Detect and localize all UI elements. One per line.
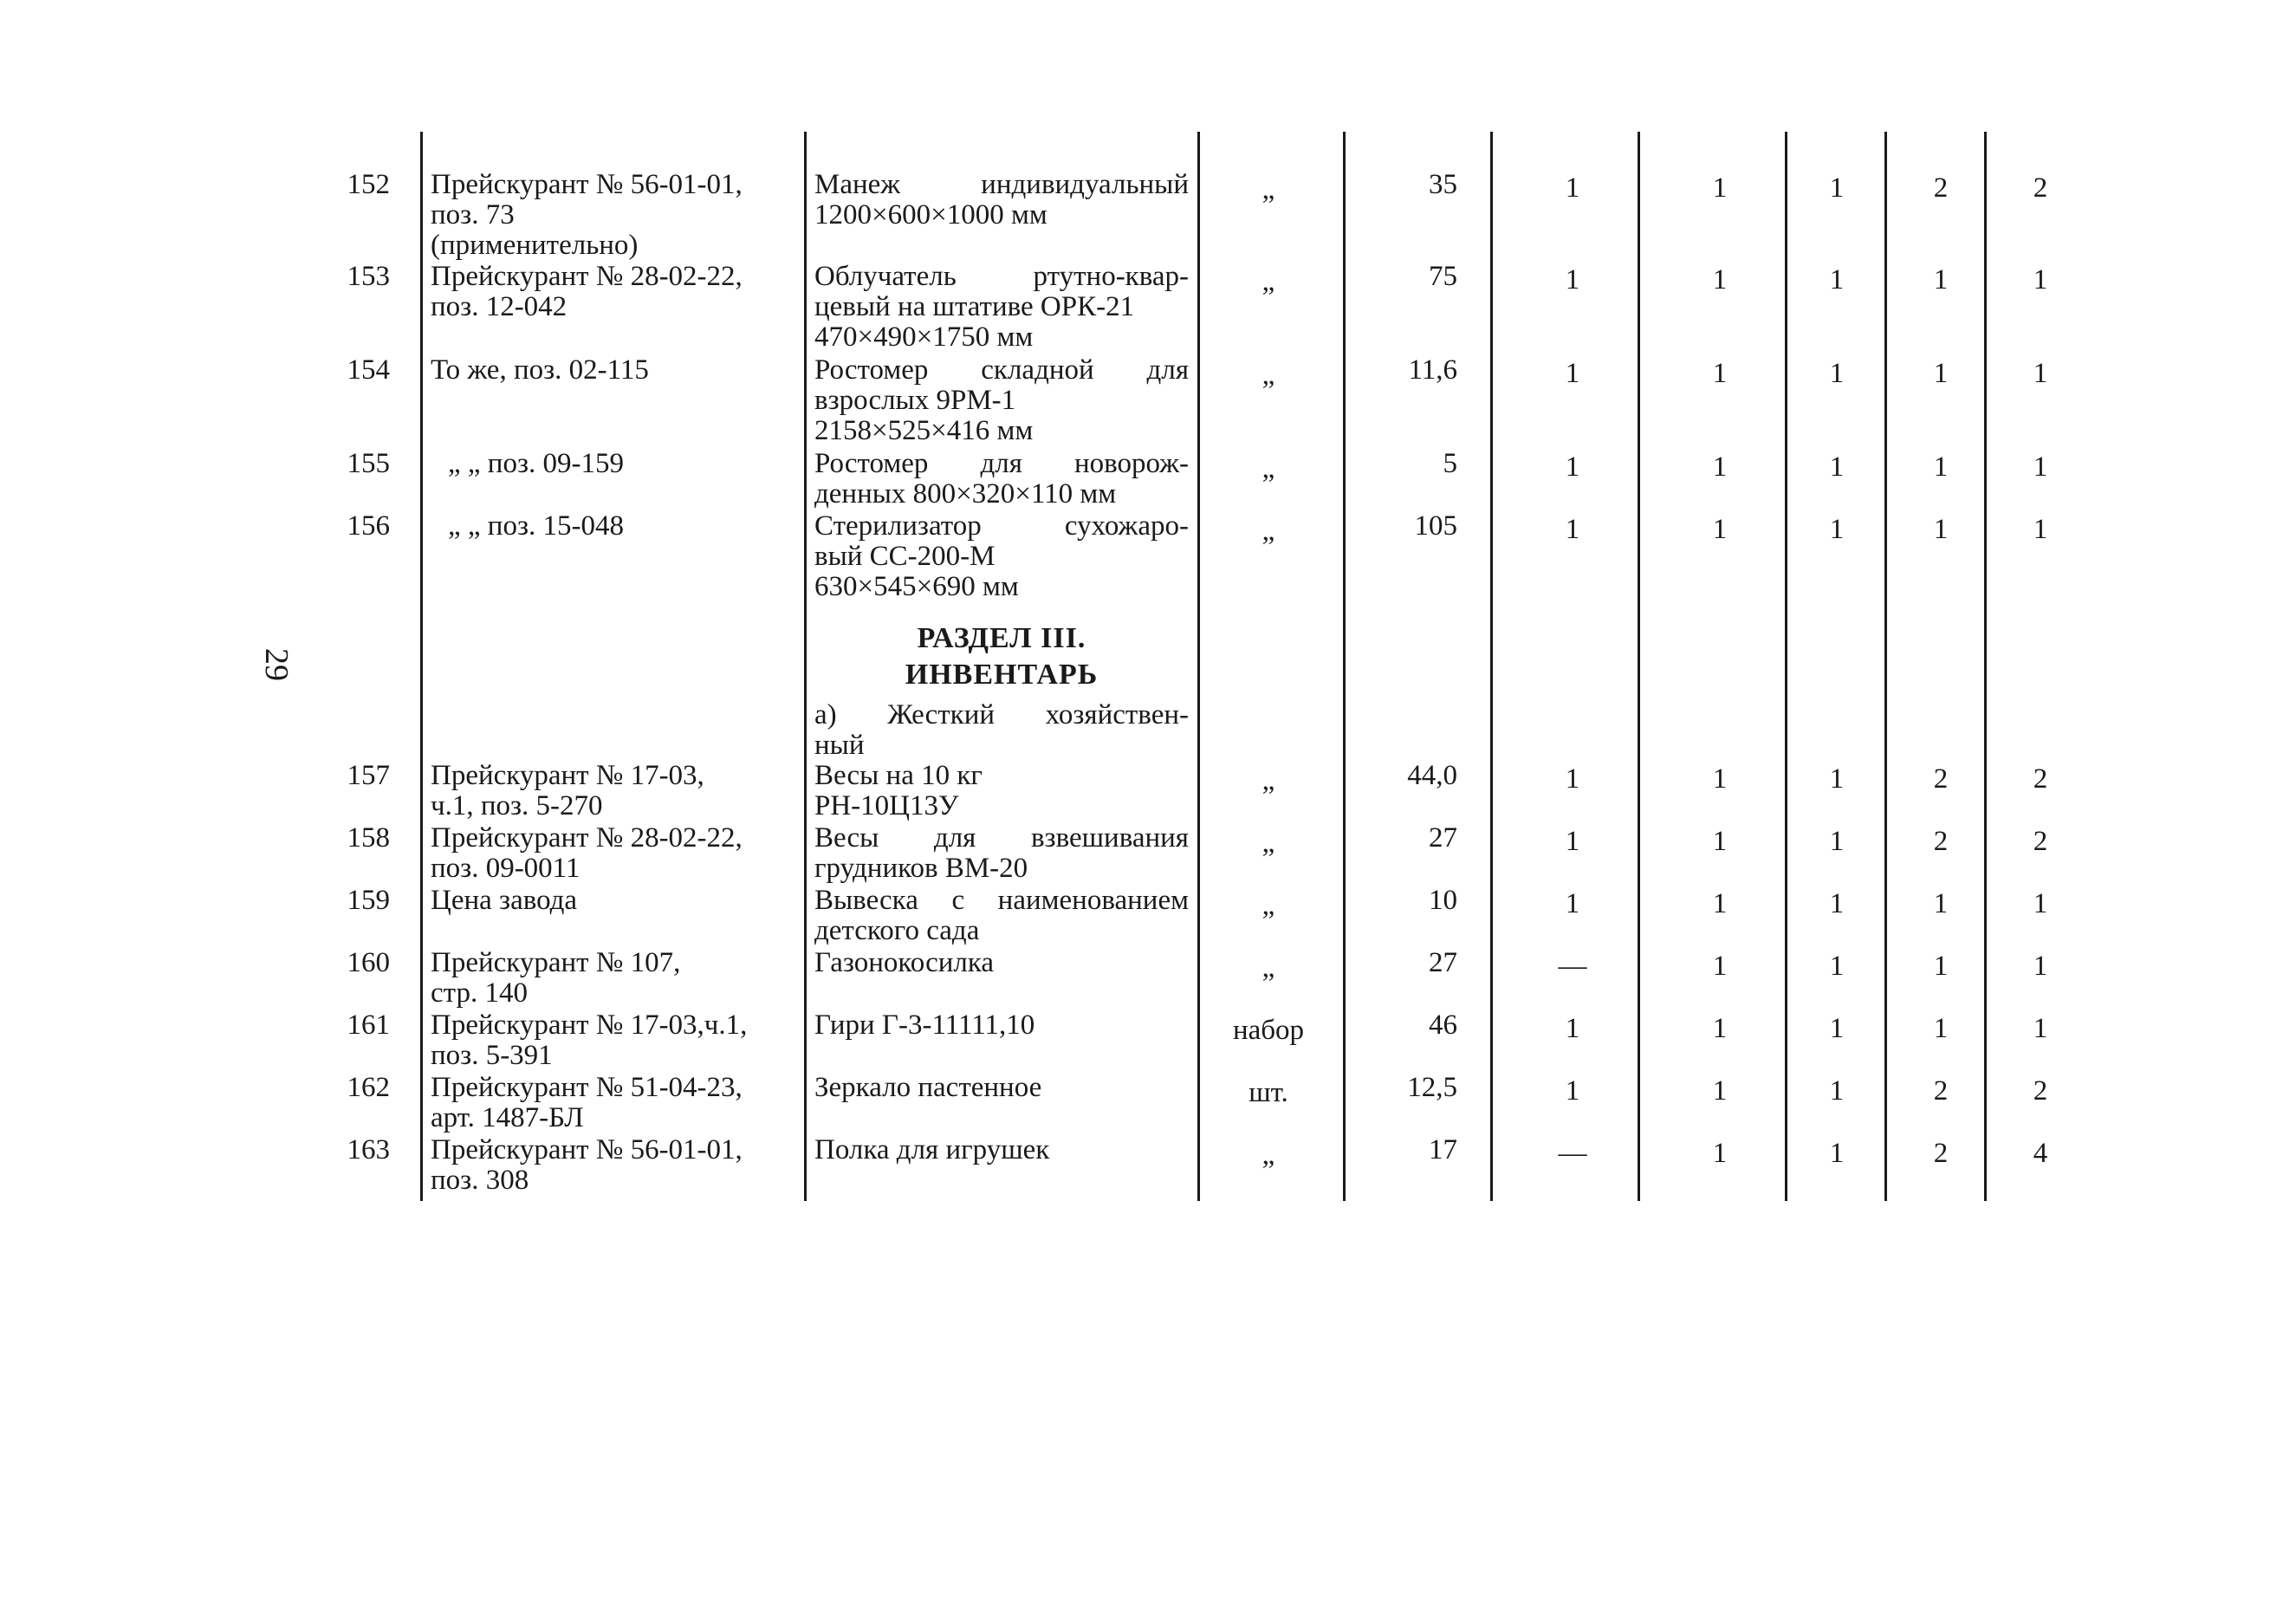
quantity-5: 1 — [2033, 951, 2048, 982]
quantity-1: 1 — [1565, 826, 1580, 857]
quantity-4: 2 — [1933, 826, 1949, 857]
quantity-2: 1 — [1712, 888, 1728, 919]
unit: „ — [1262, 360, 1275, 391]
price-source-line: поз. 09-0011 — [431, 853, 580, 884]
item-name — [814, 886, 1189, 946]
unit: „ — [1262, 174, 1275, 205]
item-name-line: РН-10Ц13У — [814, 790, 959, 821]
item-name-line: 1200×600×1000 мм — [814, 199, 1047, 230]
subsection-heading-line: ный — [814, 730, 865, 761]
quantity-2: 1 — [1712, 1075, 1728, 1107]
item-name-line: Стерилизатор сухожаро- — [814, 510, 1189, 542]
unit: „ — [1262, 516, 1275, 547]
quantity-2: 1 — [1712, 763, 1728, 795]
price-source-line: Цена завода — [431, 885, 578, 916]
row-number: 154 — [347, 354, 390, 386]
price-source-line: арт. 1487-БЛ — [431, 1102, 584, 1133]
section-title: РАЗДЕЛ III. — [917, 622, 1086, 654]
price: 75 — [1429, 261, 1457, 292]
section-subtitle: ИНВЕНТАРЬ — [905, 659, 1099, 691]
quantity-2: 1 — [1712, 451, 1728, 483]
price-source — [431, 886, 786, 916]
item-name-line: Вывеска с наименованием — [814, 885, 1189, 916]
price-source-line: поз. 12-042 — [431, 291, 568, 322]
item-name-line: денных 800×320×110 мм — [814, 478, 1117, 510]
price: 17 — [1429, 1134, 1457, 1165]
quantity-3: 1 — [1829, 264, 1845, 295]
subsection-heading-line: а) Жесткий хозяйствен- — [814, 699, 1189, 730]
quantity-5: 2 — [2033, 763, 2048, 795]
quantity-3: 1 — [1829, 826, 1845, 857]
quantity-5: 1 — [2033, 1013, 2048, 1044]
quantity-2: 1 — [1712, 826, 1728, 857]
quantity-4: 1 — [1933, 358, 1949, 389]
item-name-line: грудников ВМ-20 — [814, 853, 1028, 884]
price-source-line: Прейскурант № 107, — [431, 947, 681, 978]
item-name — [814, 1010, 1189, 1041]
quantity-3: 1 — [1829, 763, 1845, 795]
item-name — [814, 511, 1189, 602]
price-source — [431, 948, 786, 1009]
quantity-5: 1 — [2033, 358, 2048, 389]
price-source-line: То же, поз. 02-115 — [431, 354, 649, 386]
price-source-line: поз. 308 — [431, 1165, 529, 1196]
item-name-line: Весы для взвешивания — [814, 822, 1189, 854]
item-name-line: 470×490×1750 мм — [814, 321, 1034, 353]
quantity-2: 1 — [1712, 172, 1728, 204]
price-source-line: Прейскурант № 17-03,ч.1, — [431, 1009, 748, 1041]
row-number: 162 — [347, 1072, 390, 1103]
price: 12,5 — [1407, 1072, 1457, 1103]
unit: „ — [1262, 1139, 1275, 1171]
price-source — [431, 355, 786, 386]
item-name — [814, 262, 1189, 353]
item-name — [814, 948, 1189, 978]
item-name-line: 2158×525×416 мм — [814, 415, 1034, 446]
quantity-4: 1 — [1933, 451, 1949, 483]
item-name — [814, 355, 1189, 446]
price-source-line: поз. 5-391 — [431, 1040, 553, 1071]
item-name-line: Газонокосилка — [814, 947, 995, 978]
row-number: 160 — [347, 947, 390, 978]
unit: „ — [1262, 828, 1275, 859]
item-name-line: Весы на 10 кг — [814, 760, 983, 791]
row-number: 159 — [347, 885, 390, 916]
price-source — [431, 449, 803, 479]
quantity-3: 1 — [1829, 1138, 1845, 1169]
quantity-3: 1 — [1829, 1075, 1845, 1107]
column-rule — [1197, 132, 1200, 1201]
quantity-1: 1 — [1565, 451, 1580, 483]
subsection-heading — [814, 700, 1189, 761]
row-number: 158 — [347, 822, 390, 854]
price-source-line: ч.1, поз. 5-270 — [431, 790, 603, 821]
price-source — [431, 170, 786, 261]
quantity-1: 1 — [1565, 172, 1580, 204]
unit: „ — [1262, 890, 1275, 921]
item-name-line: цевый на штативе ОРК-21 — [814, 291, 1135, 322]
column-rule — [420, 132, 423, 1201]
price: 44,0 — [1407, 760, 1457, 791]
quantity-4: 2 — [1933, 172, 1949, 204]
price-source-line: „ „ поз. 15-048 — [448, 510, 624, 542]
price-source-line: Прейскурант № 56-01-01, — [431, 1134, 743, 1165]
item-name-line: взрослых 9РМ-1 — [814, 385, 1016, 416]
price-source-line: стр. 140 — [431, 977, 528, 1009]
quantity-1: 1 — [1565, 763, 1580, 795]
item-name — [814, 170, 1189, 230]
quantity-5: 1 — [2033, 514, 2048, 545]
item-name — [814, 1135, 1189, 1165]
quantity-3: 1 — [1829, 358, 1845, 389]
quantity-5: 4 — [2033, 1138, 2048, 1169]
price: 5 — [1443, 448, 1457, 479]
row-number: 163 — [347, 1134, 390, 1165]
quantity-2: 1 — [1712, 1013, 1728, 1044]
quantity-5: 2 — [2033, 1075, 2048, 1107]
column-rule — [804, 132, 807, 1201]
item-name-line: детского сада — [814, 915, 980, 946]
price: 35 — [1429, 169, 1457, 200]
quantity-2: 1 — [1712, 264, 1728, 295]
quantity-4: 1 — [1933, 951, 1949, 982]
price-source — [431, 511, 803, 542]
quantity-3: 1 — [1829, 1013, 1845, 1044]
row-number: 155 — [347, 448, 390, 479]
quantity-5: 2 — [2033, 172, 2048, 204]
quantity-4: 2 — [1933, 763, 1949, 795]
quantity-3: 1 — [1829, 514, 1845, 545]
quantity-2: 1 — [1712, 358, 1728, 389]
item-name — [814, 449, 1189, 510]
quantity-1: — — [1558, 1138, 1587, 1169]
column-rule — [1785, 132, 1787, 1201]
quantity-1: 1 — [1565, 1013, 1580, 1044]
price: 10 — [1429, 885, 1457, 916]
item-name-line: Гири Г-3-11111,10 — [814, 1009, 1035, 1041]
price: 46 — [1429, 1009, 1457, 1041]
price: 27 — [1429, 822, 1457, 854]
column-rule — [1984, 132, 1987, 1201]
row-number: 153 — [347, 261, 390, 292]
price-source — [431, 262, 786, 322]
unit: „ — [1262, 266, 1275, 297]
item-name — [814, 1073, 1189, 1103]
item-name — [814, 761, 1189, 821]
column-rule — [1638, 132, 1640, 1201]
price-source-line: Прейскурант № 28-02-22, — [431, 261, 743, 292]
quantity-4: 1 — [1933, 888, 1949, 919]
page-number: 29 — [258, 648, 295, 681]
price-source-line: Прейскурант № 51-04-23, — [431, 1072, 743, 1103]
quantity-1: 1 — [1565, 888, 1580, 919]
unit: набор — [1232, 1015, 1305, 1046]
row-number: 157 — [347, 760, 390, 791]
quantity-5: 1 — [2033, 451, 2048, 483]
price-source — [431, 1010, 786, 1071]
price-source-line: (применительно) — [431, 230, 639, 261]
price-source — [431, 823, 786, 884]
price: 105 — [1414, 510, 1457, 542]
quantity-4: 1 — [1933, 1013, 1949, 1044]
quantity-4: 1 — [1933, 264, 1949, 295]
item-name-line: Облучатель ртутно-квар- — [814, 261, 1189, 292]
price-source-line: „ „ поз. 09-159 — [448, 448, 624, 479]
price-source-line: Прейскурант № 28-02-22, — [431, 822, 743, 854]
item-name-line: вый СС-200-М — [814, 541, 996, 572]
row-number: 161 — [347, 1009, 390, 1041]
price-source-line: Прейскурант № 56-01-01, — [431, 169, 743, 200]
quantity-5: 1 — [2033, 264, 2048, 295]
unit: „ — [1262, 952, 1275, 984]
price-source — [431, 761, 786, 821]
quantity-2: 1 — [1712, 514, 1728, 545]
unit: „ — [1262, 765, 1275, 796]
quantity-5: 2 — [2033, 826, 2048, 857]
quantity-3: 1 — [1829, 888, 1845, 919]
quantity-1: — — [1558, 951, 1587, 982]
quantity-3: 1 — [1829, 951, 1845, 982]
quantity-2: 1 — [1712, 1138, 1728, 1169]
unit: „ — [1262, 453, 1275, 484]
price-source-line: поз. 73 — [431, 199, 515, 230]
price-source-line: Прейскурант № 17-03, — [431, 760, 704, 791]
quantity-1: 1 — [1565, 358, 1580, 389]
price: 11,6 — [1408, 354, 1457, 386]
quantity-4: 2 — [1933, 1075, 1949, 1107]
row-number: 156 — [347, 510, 390, 542]
quantity-4: 1 — [1933, 514, 1949, 545]
quantity-3: 1 — [1829, 451, 1845, 483]
price: 27 — [1429, 947, 1457, 978]
quantity-1: 1 — [1565, 264, 1580, 295]
item-name-line: 630×545×690 мм — [814, 571, 1019, 602]
quantity-2: 1 — [1712, 951, 1728, 982]
item-name-line: Ростомер для новорож- — [814, 448, 1189, 479]
item-name — [814, 823, 1189, 884]
column-rule — [1490, 132, 1493, 1201]
item-name-line: Зеркало пастенное — [814, 1072, 1042, 1103]
quantity-4: 2 — [1933, 1138, 1949, 1169]
item-name-line: Полка для игрушек — [814, 1134, 1050, 1165]
unit: шт. — [1249, 1077, 1288, 1108]
quantity-1: 1 — [1565, 1075, 1580, 1107]
quantity-5: 1 — [2033, 888, 2048, 919]
quantity-1: 1 — [1565, 514, 1580, 545]
price-source — [431, 1135, 786, 1196]
item-name-line: Ростомер складной для — [814, 354, 1189, 386]
price-source — [431, 1073, 786, 1133]
column-rule — [1343, 132, 1346, 1201]
quantity-3: 1 — [1829, 172, 1845, 204]
column-rule — [1884, 132, 1887, 1201]
item-name-line: Манеж индивидуальный — [814, 169, 1189, 200]
row-number: 152 — [347, 169, 390, 200]
